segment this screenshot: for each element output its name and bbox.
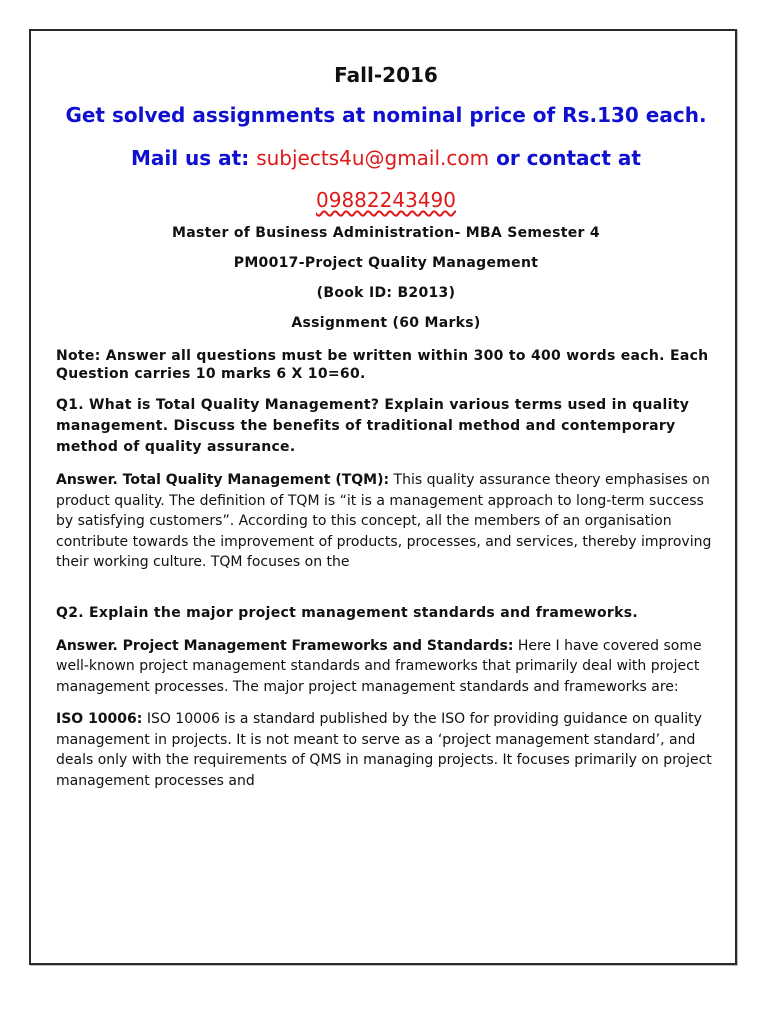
answer-1 — [56, 470, 716, 573]
email-link[interactable]: subjects4u@gmail.com — [256, 146, 490, 170]
question-2: Q2. Explain the major project management standards and frameworks. — [56, 604, 638, 621]
book-id: (Book ID: B2013) — [316, 285, 456, 301]
answer-2-text: Here I have covered some well-known project management standards and frameworks that primarily deal with project management processes. The major project management standards and frameworks are: — [56, 637, 702, 695]
document-content — [56, 60, 716, 791]
answer-2-lead: Answer. Project Management Frameworks and Standards: — [56, 637, 514, 654]
assignment-marks: Assignment (60 Marks) — [291, 315, 481, 331]
note-text: Note: Answer all questions must be written within 300 to 400 words each. Each Question carries 10 marks 6 X 10=60. — [56, 348, 709, 382]
answer-1-lead: Answer. Total Quality Management (TQM): — [56, 472, 390, 488]
answer-2 — [56, 636, 716, 698]
subject-name: PM0017-Project Quality Management — [233, 255, 539, 271]
question-1: Q1. What is Total Quality Management? Explain various terms used in quality management. Discuss the benefits of traditional method and contemporary method of quality assurance. — [56, 397, 690, 455]
iso-10006-paragraph — [56, 709, 716, 791]
program-name: Master of Business Administration- MBA Semester 4 — [172, 225, 600, 241]
phone-number[interactable]: 09882243490 — [316, 188, 456, 212]
session-title: Fall-2016 — [334, 63, 438, 87]
iso-10006-text: ISO 10006 is a standard published by the ISO for providing guidance on quality management in projects. It is not meant to serve as a ‘project management standard’, and deals only with the requirements of QMS in managing projects. It focuses primarily on project management processes and — [56, 711, 712, 789]
mail-line — [56, 143, 716, 173]
iso-10006-lead: ISO 10006: — [56, 711, 143, 727]
promo-text: Get solved assignments at nominal price of Rs.130 each. — [65, 103, 707, 127]
mail-suffix: or contact at — [496, 146, 641, 170]
phone-line — [56, 185, 716, 215]
mail-prefix: Mail us at: — [130, 146, 250, 170]
answer-1-text: This quality assurance theory emphasises on product quality. The definition of TQM is “it is a management approach to long-term success by satisfying customers”. According to this concept, all the members of an organisation contribute towards the improvement of products, processes, and services, thereby improving their working culture. TQM focuses on the — [56, 472, 712, 570]
